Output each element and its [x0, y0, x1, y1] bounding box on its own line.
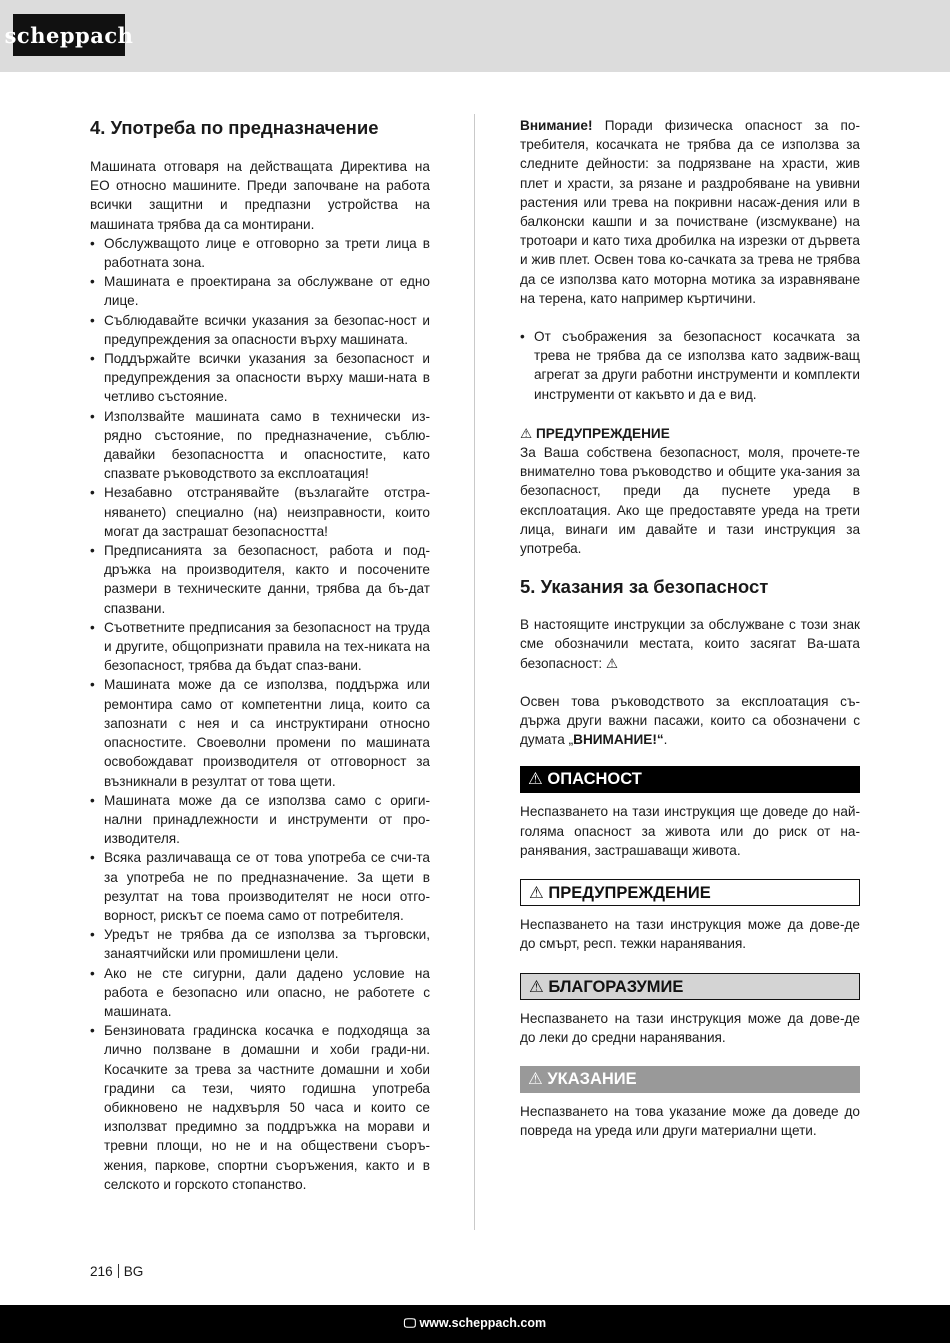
attention-paragraph [520, 116, 860, 308]
notice-signal-box: ⚠ УКАЗАНИЕ [520, 1066, 860, 1093]
list-item: • Уредът не трябва да се използва за търговски, занаятчийски или промишлени цели. [90, 925, 430, 963]
page-number-value: 216 [90, 1264, 113, 1279]
list-item: • Съблюдавайте всички указания за безопас-ност и предупреждения за опасности върху машината. [90, 311, 430, 349]
symbol-paragraph: В настоящите инструкции за обслужване с този знак сме обозначили местата, които засягат Ва-шата безопасност: ⚠ [520, 617, 860, 671]
monitor-icon: 🖵 [403, 1316, 416, 1330]
list-item: • От съображения за безопасност косачката за трева не трябва да се използва като задвиж-ващ агрегат за други работни инструменти и комплекти инструменти от какъвто и да е вид. [520, 327, 860, 404]
language-code: BG [123, 1264, 144, 1279]
page-number [90, 1264, 143, 1279]
list-item: • Машината е проектирана за обслужване от едно лице. [90, 272, 430, 310]
intro-paragraph: Машината отговаря на действащата Директива на ЕО относно машините. Преди започване на работа всички защитни и предпазни устройства на машината трябва да са монтирани. [90, 159, 430, 232]
page-number-separator [118, 1264, 119, 1278]
left-column [90, 116, 430, 1194]
attention-word: ВНИМАНИЕ!“ [573, 732, 664, 748]
danger-signal-box: ⚠ ОПАСНОСТ [520, 766, 860, 793]
list-item: • Предписанията за безопасност, работа и под-дръжка на производителя, както и посочените размери в техническите данни, трябва да бъ-дат спазвани. [90, 541, 430, 618]
website-url: www.scheppach.com [419, 1316, 547, 1330]
list-item: • Всяка различаваща се от това употреба се счи-та за употреба не по предназначение. За щети в резултат на това производителят не носи отго-ворност, рискът се поема само от потребителя. [90, 848, 430, 925]
page-footer [0, 1305, 950, 1343]
list-item: • Машината може да се използва само с ориги-нални принадлежности и инструменти от про-изводителя. [90, 791, 430, 849]
warning-paragraph: За Ваша собствена безопасност, моля, прочете-те внимателно това ръководство и общите ука-зания за безопасност, преди да пуснете уреда в експлоатация. Ако ще предоставяте уреда на трети лица, винаги им давайте и тази инструкция за употреба. [520, 445, 860, 557]
list-item: • Машината може да се използва, поддържа или ремонтира само от компетентни лица, които са запознати с нея и са инструктирани относно опасностите. Своеволни промени по машината освобождават производителя от отговорност за възникнали в резултат от това щети. [90, 675, 430, 790]
safety-bullet-list [520, 327, 860, 404]
page-header [0, 0, 950, 72]
list-item: • Поддържайте всички указания за безопасност и предупреждения за опасности върху маши-ната в четливо състояние. [90, 349, 430, 407]
list-item: • Обслужващото лице е отговорно за трети лица в работната зона. [90, 234, 430, 272]
scheppach-logo [4, 14, 134, 56]
website-link[interactable] [0, 1316, 950, 1331]
column-divider [474, 114, 475, 1230]
list-item: • Съответните предписания за безопасност на труда и другите, общопризнати правила на тех-никата на безопасност, трябва да бъдат спаз-вани. [90, 618, 430, 676]
section-4-heading: 4. Употреба по предназначение [90, 117, 379, 138]
caution-description: Неспазването на тази инструкция може да дове-де до леки до средни наранявания. [520, 1010, 860, 1045]
section-5-heading: 5. Указания за безопасност [520, 576, 769, 598]
attention-word-paragraph [520, 692, 860, 750]
list-item: • Ако не сте сигурни, дали дадено условие на работа е безопасно или опасно, не работете с машината. [90, 964, 430, 1022]
warning-signal-box: ⚠ ПРЕДУПРЕЖДЕНИЕ [520, 879, 860, 906]
paragraph-text: Освен това ръководството за експлоатация съ-държа други важни пасажи, които са обозначени с думата „ [520, 693, 860, 748]
paragraph-end: . [663, 732, 668, 748]
warning-description: Неспазването на тази инструкция може да дове-де до смърт, респ. тежки наранявания. [520, 917, 860, 952]
caution-signal-box: ⚠ БЛАГОРАЗУМИЕ [520, 973, 860, 1000]
danger-description: Неспазването на тази инструкция ще доведе до най-голяма опасност за живота или до риск от на-ранявания, застрашаващи живота. [520, 804, 860, 858]
right-column [520, 116, 860, 1140]
list-item: • Незабавно отстранявайте (възлагайте отстра-няването) специално (на) неизправности, които могат да застрашат безопасността! [90, 483, 430, 541]
attention-text: Поради физическа опасност за по-требителя, косачката не трябва да се използва за следните дейности: за подрязване на храсти, жив плет и храсти, за рязане и раздробяване на увивни растения или трева на покривни насаж-дения или в балконски кашпи и за почистване (изсмукване) на тротоари и като тиха дробилка на изрезки от дървета и жив плет. Освен това ко-сачката за трева не трябва да се използва като моторна мотика за изравняване на терена, като например къртичини. [520, 118, 860, 306]
attention-label: Внимание! [520, 118, 593, 133]
brand-name: scheppach [4, 22, 134, 48]
notice-description: Неспазването на това указание може да доведе до повреда на уреда или други материални щети. [520, 1103, 860, 1139]
intended-use-list [90, 234, 430, 1194]
list-item: • Бензиновата градинска косачка е подходяща за лично ползване в домашни и хоби гради-ни. Косачките за трева за частните домашни и хоби градини са тези, чиято годишна употреба обикновено не надхвърля 50 часа и които се използват предимно за поддръжка на морави и тревни площи, но не и на обществени съоръ-жения, паркове, спортни съоръжения, както и в селското и горското стопанство. [90, 1021, 430, 1194]
warning-heading: ⚠ ПРЕДУПРЕЖДЕНИЕ [520, 425, 670, 441]
list-item: • Използвайте машината само в технически из-рядно състояние, по предназначение, съблю-давайки безопасността и опасностите, като спазвате ръководството за експлоатация! [90, 407, 430, 484]
